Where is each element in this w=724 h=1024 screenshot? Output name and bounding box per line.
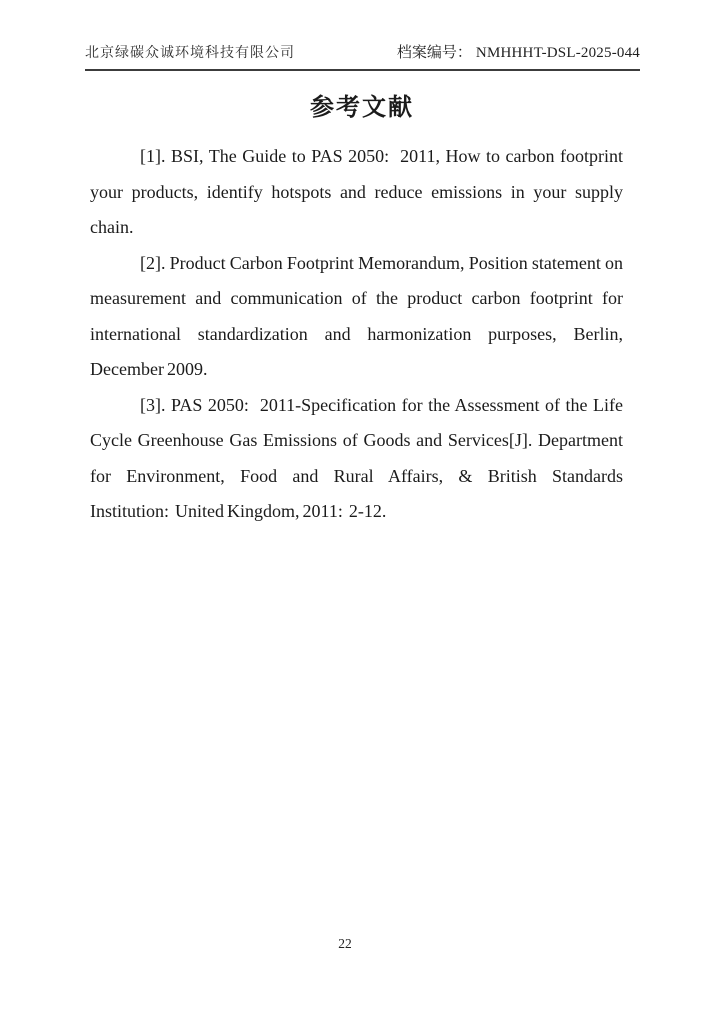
page-title: 参考文献 [310, 95, 414, 121]
reference-line: [2]. Product Carbon Footprint Memorandum, Position statement on [140, 252, 623, 273]
reference-line: Cycle Greenhouse Gas Emissions of Goods and Services[J]. Department [90, 430, 623, 450]
company-name: 北京绿碳众诚环境科技有限公司 [85, 46, 295, 61]
reference-line: chain. [90, 217, 134, 237]
reference-line: for Environment, Food and Rural Affairs, & British Standards [90, 465, 623, 486]
reference-paragraph-3 [90, 388, 623, 530]
reference-paragraph-1 [90, 139, 623, 246]
reference-line: Institution: United Kingdom, 2011: 2-12. [90, 501, 387, 521]
reference-line: [1]. BSI, The Guide to PAS 2050: 2011, How to carbon footprint [140, 146, 623, 166]
page-header [85, 44, 640, 71]
references-section [90, 139, 623, 530]
reference-line: international standardization and harmonization purposes, Berlin, [90, 323, 623, 344]
archive-number-label: 档案编号： [396, 45, 472, 61]
archive-number-field [397, 44, 640, 62]
reference-line: December 2009. [90, 359, 208, 379]
reference-line: your products, identify hotspots and reduce emissions in your supply [90, 181, 623, 202]
archive-number-value: NMHHHT-DSL-2025-044 [475, 45, 640, 61]
reference-paragraph-2 [90, 246, 623, 388]
reference-line: [3]. PAS 2050: 2011-Specification for the Assessment of the Life [140, 394, 623, 415]
reference-line: measurement and communication of the product carbon footprint for [90, 288, 623, 308]
page-number: 22 [338, 936, 352, 951]
